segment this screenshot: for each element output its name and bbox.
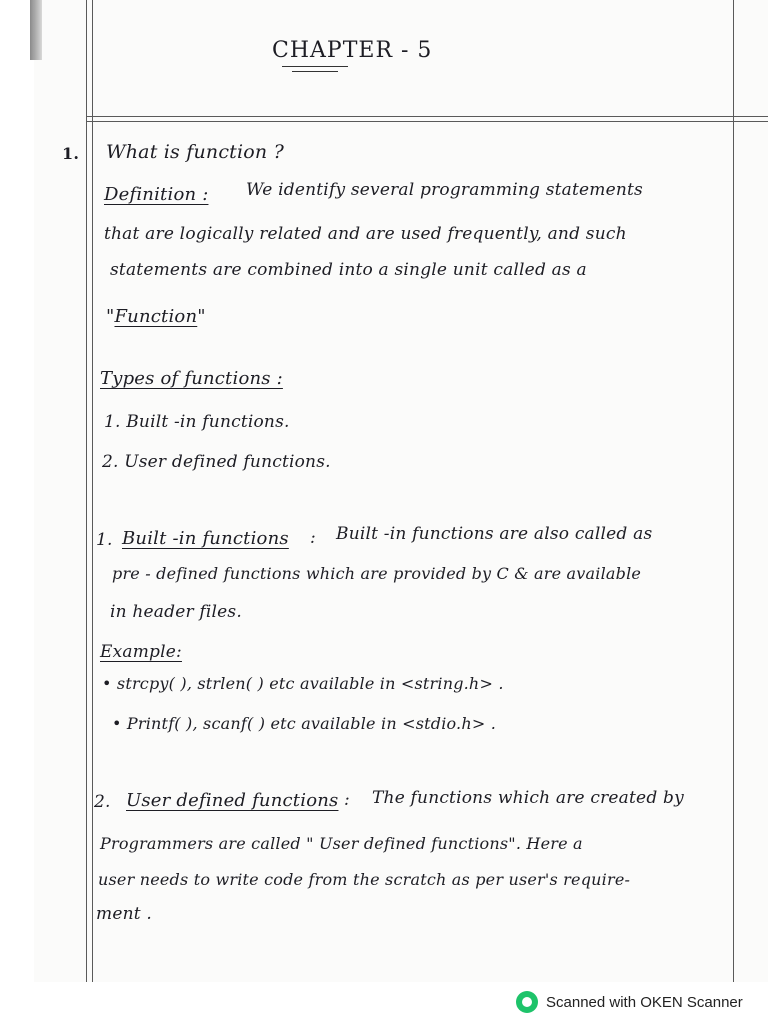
definition-line-1: We identify several programming statements <box>246 180 643 200</box>
builtin-line-2: pre - defined functions which are provided by C & are available <box>112 564 642 583</box>
scanner-watermark <box>516 990 743 1014</box>
chapter-underline <box>282 66 348 67</box>
example-2: • Printf( ), scanf( ) etc available in <stdio.h> . <box>112 714 497 733</box>
types-item-1: 1. Built -in functions. <box>104 412 290 432</box>
scanner-watermark-text: Scanned with OKEN Scanner <box>546 993 743 1011</box>
builtin-line-3: in header files. <box>110 602 242 622</box>
function-term: Function <box>114 306 198 327</box>
header-line <box>86 116 768 117</box>
builtin-heading: Built -in functions <box>122 528 289 549</box>
definition-line-3: statements are combined into a single unit called as a <box>110 260 587 280</box>
builtin-colon: : <box>310 528 316 548</box>
userdefined-colon: : <box>344 790 350 810</box>
types-item-2: 2. User defined functions. <box>102 452 331 472</box>
types-heading: Types of functions : <box>100 368 283 389</box>
quote-close: " <box>197 306 206 327</box>
userdefined-line-2: Programmers are called " User defined functions". Here a <box>100 834 583 853</box>
example-1: • strcpy( ), strlen( ) etc available in <string.h> . <box>102 674 504 693</box>
userdefined-line-4: ment . <box>96 904 152 924</box>
chapter-underline-2 <box>292 71 338 72</box>
page-edge-shadow <box>30 0 42 60</box>
definition-function-term-line <box>106 306 206 327</box>
definition-label: Definition : <box>104 184 209 205</box>
chapter-title: CHAPTER - 5 <box>272 38 433 63</box>
userdefined-number: 2. <box>94 792 111 812</box>
margin-line <box>86 0 87 982</box>
question-number: 1. <box>62 144 80 163</box>
right-margin-line <box>733 0 734 982</box>
quote-open: " <box>106 306 115 327</box>
userdefined-line-3: user needs to write code from the scratch as per user's require- <box>98 870 631 889</box>
question-title: What is function ? <box>106 141 284 163</box>
example-label: Example: <box>100 642 182 662</box>
builtin-line-1: Built -in functions are also called as <box>336 524 653 544</box>
header-line-inner <box>86 121 768 122</box>
margin-line-inner <box>92 0 93 982</box>
userdefined-heading: User defined functions <box>126 790 339 811</box>
definition-line-2: that are logically related and are used frequently, and such <box>104 224 627 244</box>
userdefined-line-1: The functions which are created by <box>372 788 684 808</box>
oken-scanner-logo-icon <box>516 991 538 1013</box>
builtin-number: 1. <box>96 530 113 550</box>
